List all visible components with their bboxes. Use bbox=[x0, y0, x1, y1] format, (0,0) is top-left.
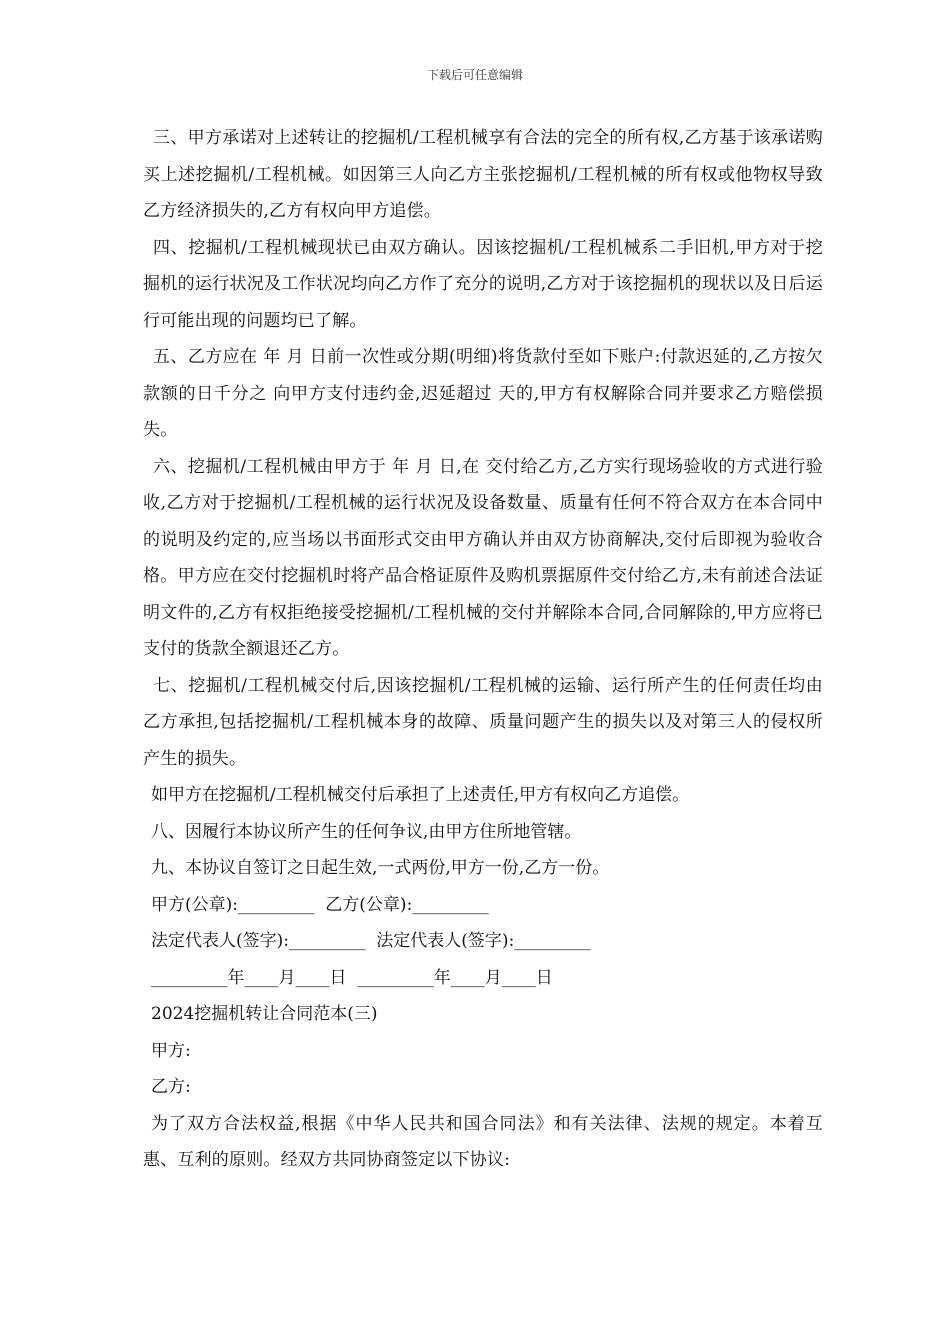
contract-3-intro: 为了双方合法权益,根据《中华人民共和国合同法》和有关法律、法规的规定。本着互惠、互利的原则。经双方共同协商签定以下协议: bbox=[143, 1113, 823, 1170]
clause-9: 九、本协议自签订之日起生效,一式两份,甲方一份,乙方一份。 bbox=[151, 858, 610, 878]
party-a-label: 甲方: bbox=[151, 1040, 191, 1061]
contract-body bbox=[143, 120, 823, 1179]
contract-3-title: 2024挖掘机转让合同范本(三) bbox=[151, 1004, 378, 1024]
clause-5: 五、乙方应在 年 月 日前一次性或分期(明细)将货款付至如下账户:付款迟延的,乙方按欠款额的日千分之 向甲方支付违约金,迟延超过 天的,甲方有权解除合同并要求乙方赔偿损失。 bbox=[143, 347, 823, 440]
clause-3: 三、甲方承诺对上述转让的挖掘机/工程机械享有合法的完全的所有权,乙方基于该承诺购买上述挖掘机/工程机械。如因第三人向乙方主张挖掘机/工程机械的所有权或他物权导致乙方经济损失的,乙方有权向甲方追偿。 bbox=[143, 128, 823, 221]
clause-4: 四、挖掘机/工程机械现状已由双方确认。因该挖掘机/工程机械系二手旧机,甲方对于挖掘机的运行状况及工作状况均向乙方作了充分的说明,乙方对于该挖掘机的现状以及日后运行可能出现的问题均已了解。 bbox=[143, 237, 823, 331]
clause-8: 八、因履行本协议所产生的任何争议,由甲方住所地管辖。 bbox=[151, 821, 582, 842]
signing-date-line: _________年____月____日 _________年____月____日 bbox=[151, 967, 553, 988]
recourse-line: 如甲方在挖掘机/工程机械交付后承担了上述责任,甲方有权向乙方追偿。 bbox=[151, 785, 690, 805]
representative-signature-line: 法定代表人(签字):_________ 法定代表人(签字):_________ bbox=[151, 931, 591, 951]
clause-7: 七、挖掘机/工程机械交付后,因该挖掘机/工程机械的运输、运行所产生的任何责任均由乙方承担,包括挖掘机/工程机械本身的故障、质量问题产生的损失以及对第三人的侵权所产生的损失。 bbox=[143, 675, 823, 769]
clause-6: 六、挖掘机/工程机械由甲方于 年 月 日,在 交付给乙方,乙方实行现场验收的方式进行验收,乙方对于挖掘机/工程机械的运行状况及设备数量、质量有任何不符合双方在本合同中的说明及约定的,应当场以书面形式交由甲方确认并由双方协商解决,交付后即视为验收合格。甲方应在交付挖掘机时将产品合格证原件及购机票据原件交付给乙方,未有前述合法证明文件的,乙方有权拒绝接受挖掘机/工程机械的交付并解除本合同,合同解除的,甲方应将已支付的货款全额退还乙方。 bbox=[143, 456, 823, 659]
page-header-note: 下载后可任意编辑 bbox=[426, 68, 523, 82]
party-b-label: 乙方: bbox=[151, 1077, 191, 1097]
seal-line: 甲方(公章):_________ 乙方(公章):_________ bbox=[151, 894, 489, 915]
